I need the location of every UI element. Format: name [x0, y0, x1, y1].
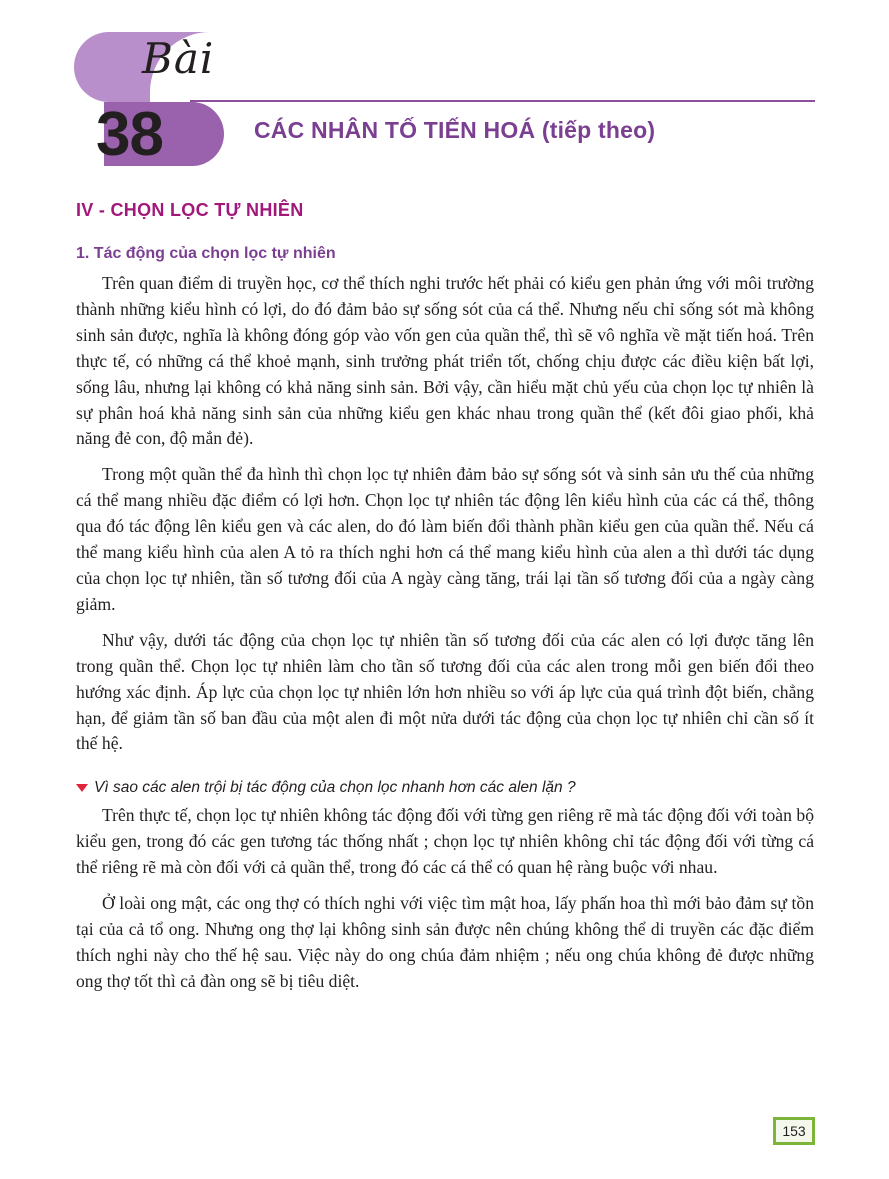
subsection-heading: 1. Tác động của chọn lọc tự nhiên — [76, 245, 336, 262]
page-content — [76, 200, 814, 1005]
lesson-title: CÁC NHÂN TỐ TIẾN HOÁ (tiếp theo) — [254, 117, 656, 143]
question-text: Vì sao các alen trội bị tác động của chọn lọc nhanh hơn các alen lặn ? — [94, 779, 576, 797]
paragraph: Trong một quần thể đa hình thì chọn lọc tự nhiên đảm bảo sự sống sót và sinh sản ưu thế của những cá thể mang nhiều đặc điểm có lợi hơn. Chọn lọc tự nhiên tác động lên kiểu hình của các cá thể, thông qua đó tác động lên kiểu gen và các alen, do đó làm biến đổi thành phần kiểu gen của quần thể. Nếu cá thể mang kiểu hình của alen A tỏ ra thích nghi hơn cá thể mang kiểu hình của alen a thì dưới tác dụng của chọn lọc tự nhiên, tần số tương đối của A ngày càng tăng, trái lại tần số tương đối của a ngày càng giảm. — [76, 464, 814, 614]
page-number: 153 — [776, 1120, 812, 1142]
paragraph: Như vậy, dưới tác động của chọn lọc tự nhiên tần số tương đối của các alen có lợi được tăng lên trong quần thể. Chọn lọc tự nhiên làm cho tần số tương đối của các alen trong mỗi gen biến đổi theo hướng xác định. Áp lực của chọn lọc tự nhiên lớn hơn nhiều so với áp lực của quá trình đột biến, chẳng hạn, để giảm tần số ban đầu của một alen đi một nửa dưới tác động của chọn lọc tự nhiên chỉ cần số ít thế hệ. — [76, 629, 814, 754]
lesson-header — [0, 0, 889, 180]
paragraph: Trên quan điểm di truyền học, cơ thể thích nghi trước hết phải có kiểu gen phản ứng với môi trường thành những kiểu hình có lợi, do đó đảm bảo sự sống sót của cá thể. Nhưng nếu chỉ sống sót mà không sinh sản được, nghĩa là không đóng góp vào vốn gen của quần thể, thì sẽ vô nghĩa về mặt tiến hoá. Trên thực tế, có những cá thể khoẻ mạnh, sinh trưởng phát triển tốt, chống chịu được các điều kiện bất lợi, sống lâu, nhưng lại không có khả năng sinh sản. Bởi vậy, cần hiểu mặt chủ yếu của chọn lọc tự nhiên là sự phân hoá khả năng sinh sản của những kiểu gen khác nhau trong quần thể (kết đôi giao phối, khả năng đẻ con, độ mắn đẻ). — [76, 273, 814, 449]
header-rule — [190, 100, 815, 102]
page-number-badge — [773, 1117, 815, 1145]
paragraph: Ở loài ong mật, các ong thợ có thích nghi với việc tìm mật hoa, lấy phấn hoa thì mới bảo đảm sự tồn tại của cả tổ ong. Nhưng ong thợ lại không sinh sản được nên chúng không thể di truyền các đặc điểm thích nghi này cho thế hệ sau. Việc này do ong chúa đảm nhiệm ; nếu ong chúa không đẻ được những ong thợ tốt thì cả đàn ong sẽ bị tiêu diệt. — [76, 893, 814, 991]
triangle-bullet-icon — [76, 784, 88, 792]
bai-label: Bài — [142, 34, 215, 83]
paragraph: Trên thực tế, chọn lọc tự nhiên không tác động đối với từng gen riêng rẽ mà tác động đối với toàn bộ kiểu gen, trong đó các gen tương tác thống nhất ; chọn lọc tự nhiên không chỉ tác động đối với từng cá thể riêng rẽ mà còn đối với cả quần thể, trong đó các cá thể có quan hệ ràng buộc với nhau. — [76, 805, 814, 878]
section-heading: IV - CHỌN LỌC TỰ NHIÊN — [76, 200, 304, 220]
lesson-number: 38 — [96, 100, 163, 169]
question-prompt — [76, 779, 814, 797]
